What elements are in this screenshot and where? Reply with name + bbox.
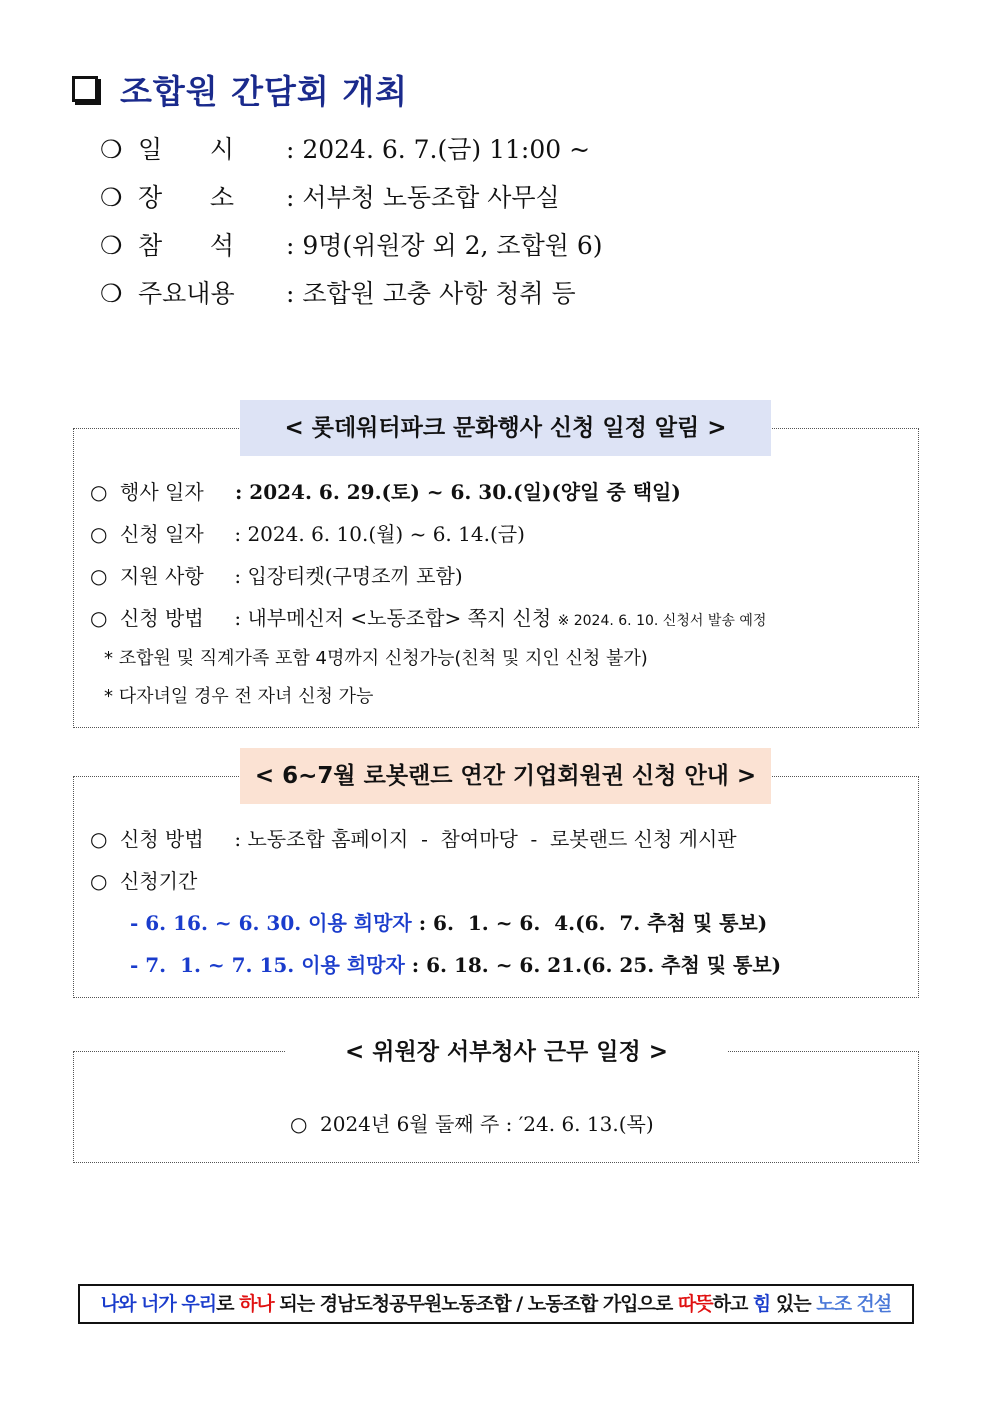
row-label: 신청기간 [120,869,198,893]
slogan-segment: 따뜻 [677,1293,713,1315]
meeting-row-attendees [100,226,602,262]
meeting-label: 주요내용 [138,279,235,308]
slogan-segment: 노조 건설 [816,1293,892,1315]
row-value: : 내부메신저 <노동조합> 쪽지 신청 [228,606,552,630]
row-value: : 입장티켓(구명조끼 포함) [228,564,463,588]
lotte-row-event-date [90,476,681,505]
lotte-row-support [90,560,463,589]
period-apply: : 6. 1. ~ 6. 4.(6. 7. 추첨 및 통보) [411,911,768,935]
meeting-label: 일 시 [138,135,234,164]
circle-bullet-icon: ○ [90,564,108,588]
meeting-value: : 조합원 고충 사항 청취 등 [278,279,576,308]
slogan-segment: 나와 너가 우리 [100,1293,217,1315]
meeting-row-place [100,178,560,214]
circle-bullet-icon: ○ [90,606,108,630]
chair-schedule-title: < 위원장 서부청사 근무 일정 > [285,1030,728,1074]
circle-bullet-icon: ❍ [100,135,123,164]
circle-bullet-icon: ❍ [100,231,123,260]
chair-schedule-row [290,1108,654,1137]
row-value: : 2024. 6. 10.(월) ~ 6. 14.(금) [228,522,525,546]
slogan-segment: 힘 [752,1293,771,1315]
circle-bullet-icon: ❍ [100,279,123,308]
lotte-row-apply-date [90,518,525,547]
row-value: : 노동조합 홈페이지 - 참여마당 - 로봇랜드 신청 게시판 [228,827,737,851]
slogan-segment: 하고 [712,1293,753,1315]
row-value: 2024년 6월 둘째 주 : ′24. 6. 13.(목) [320,1112,654,1136]
circle-bullet-icon: ○ [90,869,108,893]
slogan-segment: 로 [216,1293,240,1315]
robotland-row-method [90,823,737,852]
meeting-value: : 9명(위원장 외 2, 조합원 6) [278,231,603,260]
row-label: 신청 방법 [120,827,204,851]
period-use: - 7. 1. ~ 7. 15. 이용 희망자 [130,953,405,977]
circle-bullet-icon: ❍ [100,183,123,212]
circle-bullet-icon: ○ [90,827,108,851]
slogan-segment: 하나 [239,1293,274,1315]
row-value: : 2024. 6. 29.(토) ~ 6. 30.(일)(양일 중 택일) [228,480,681,504]
row-label: 신청 일자 [120,522,204,546]
row-label: 행사 일자 [120,480,204,504]
lotte-sub-note: * 다자녀일 경우 전 자녀 신청 가능 [104,686,374,707]
period-use: - 6. 16. ~ 6. 30. 이용 희망자 [130,911,412,935]
meeting-row-content [100,274,576,310]
slogan-segment: 있는 [770,1293,817,1315]
meeting-label: 장 소 [138,183,234,212]
row-label: 신청 방법 [120,606,204,630]
lotte-sub-note: * 조합원 및 직계가족 포함 4명까지 신청가능(친척 및 지인 신청 불가) [104,648,648,669]
page-title: 조합원 간담회 개최 [120,72,409,111]
lotte-event-title: < 롯데워터파크 문화행사 신청 일정 알림 > [240,400,771,456]
robotland-row-period [90,865,228,894]
circle-bullet-icon: ○ [290,1112,308,1136]
slogan-segment: 되는 경남도청공무원노동조합 / 노동조합 가입으로 [273,1293,678,1315]
title-checkbox-icon [72,76,98,102]
meeting-value: : 서부청 노동조합 사무실 [278,183,560,212]
circle-bullet-icon: ○ [90,480,108,504]
row-label: 지원 사항 [120,564,204,588]
robotland-title: < 6~7월 로봇랜드 연간 기업회원권 신청 안내 > [240,748,771,804]
footer-slogan [78,1284,914,1324]
lotte-row-method [90,602,766,631]
robotland-period-item [130,949,781,978]
row-note: ※ 2024. 6. 10. 신청서 발송 예정 [557,613,767,629]
meeting-row-date [100,130,590,166]
period-apply: : 6. 18. ~ 6. 21.(6. 25. 추첨 및 통보) [404,953,782,977]
robotland-period-item [130,907,767,936]
meeting-value: : 2024. 6. 7.(금) 11:00 ~ [278,135,591,164]
circle-bullet-icon: ○ [90,522,108,546]
meeting-label: 참 석 [138,231,234,260]
